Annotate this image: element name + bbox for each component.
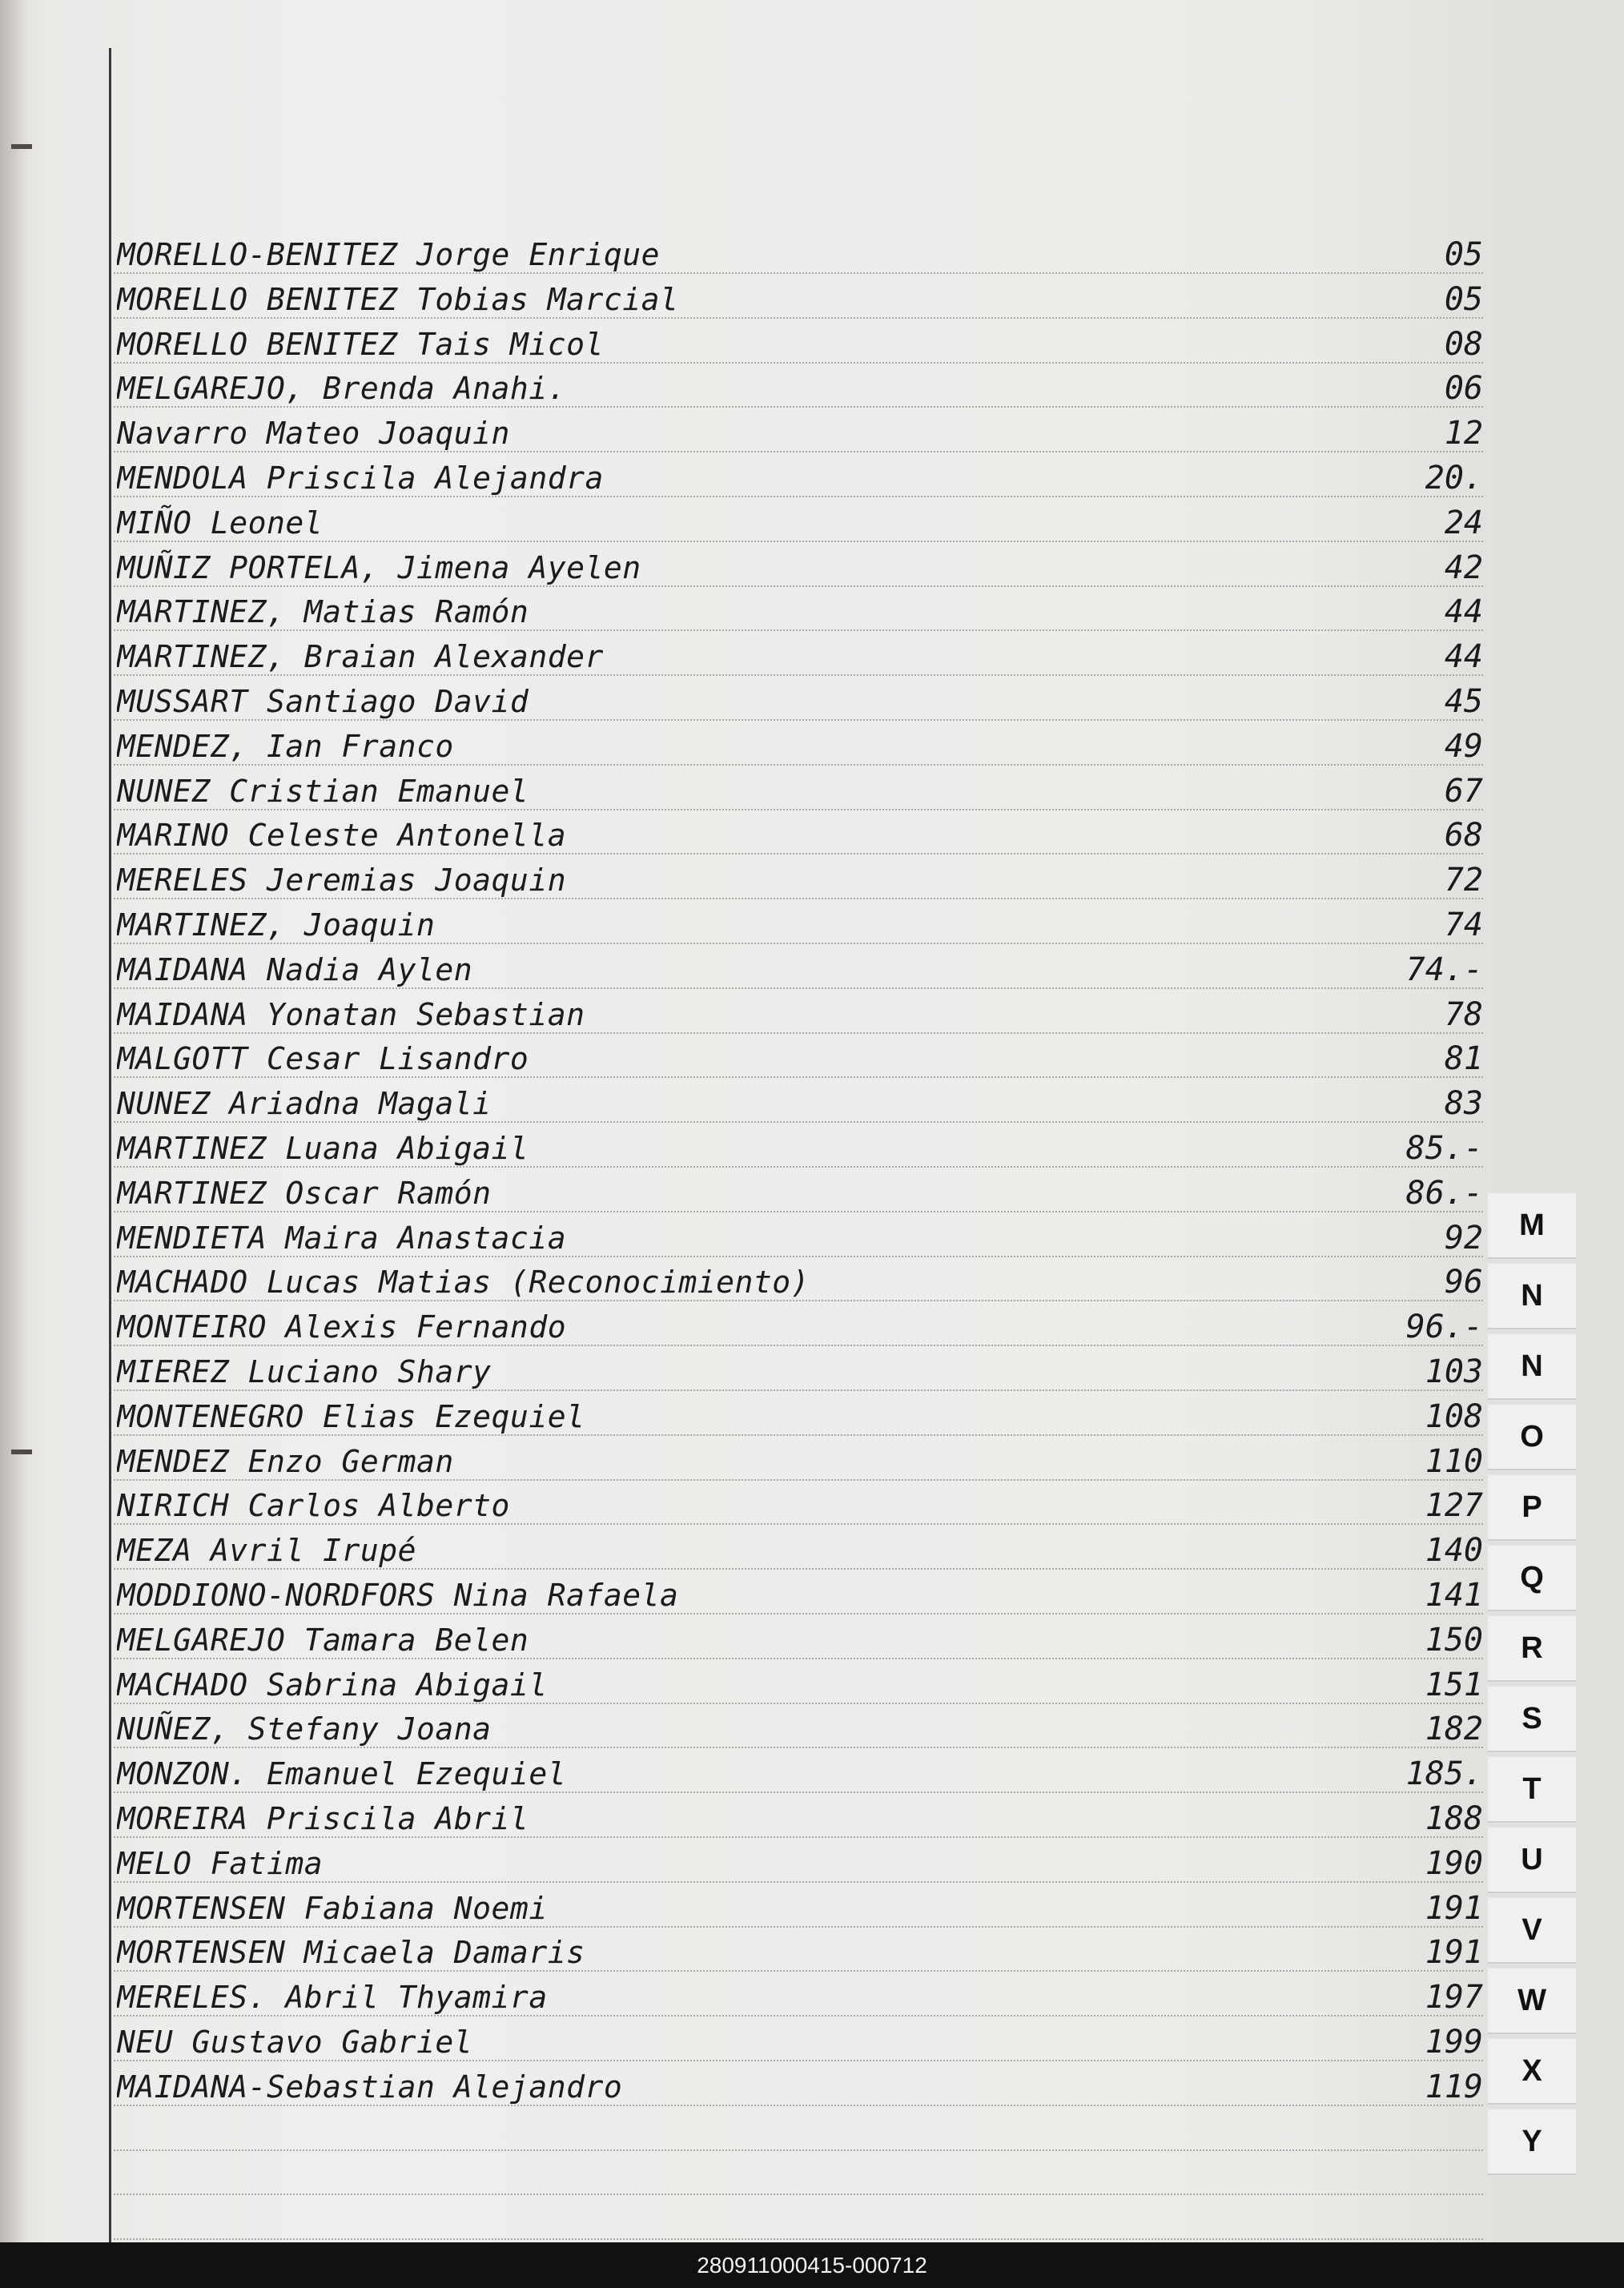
entry-number: 191 (1425, 1889, 1483, 1927)
entry-number: 110 (1425, 1442, 1483, 1480)
entry-number: 182 (1425, 1711, 1483, 1748)
entry-number: 24 (1444, 504, 1483, 541)
entry-name: NEU Gustavo Gabriel (117, 2025, 473, 2060)
index-tab-y[interactable]: Y (1488, 2109, 1576, 2175)
alphabet-index-tabs[interactable] (1488, 1193, 1624, 2242)
entry-number: 119 (1425, 2068, 1483, 2105)
entry-name: NUNEZ Cristian Emanuel (117, 773, 529, 809)
entry-name: MUSSART Santiago David (117, 684, 529, 719)
entry-number: 92 (1444, 1219, 1483, 1257)
entry-name: MELGAREJO, Brenda Anahi. (117, 371, 567, 407)
entry-name: MONTEIRO Alexis Fernando (117, 1309, 567, 1345)
entry-number: 140 (1425, 1532, 1483, 1570)
entry-name: MARINO Celeste Antonella (117, 818, 567, 854)
ruled-line (114, 2238, 1483, 2240)
entry-name: MODDIONO-NORDFORS Nina Rafaela (117, 1578, 679, 1613)
entry-number: 05 (1444, 280, 1483, 318)
binding-staple-bottom (11, 1450, 32, 1454)
entry-number: 188 (1425, 1800, 1483, 1837)
entry-name: MONZON. Emanuel Ezequiel (117, 1756, 567, 1792)
entry-name: Navarro Mateo Joaquin (117, 416, 510, 452)
index-tab-n[interactable]: N (1488, 1334, 1576, 1400)
entry-name: MENDEZ, Ian Franco (117, 728, 454, 764)
entry-number: 68 (1444, 817, 1483, 854)
entry-name: MACHADO Lucas Matias (Reconocimiento) (117, 1265, 810, 1301)
index-tab-u[interactable]: U (1488, 1828, 1576, 1893)
entry-name: MELO Fatima (117, 1845, 324, 1881)
entry-number: 190 (1425, 1844, 1483, 1882)
entry-number: 85.- (1405, 1130, 1483, 1167)
entry-name: MARTINEZ, Joaquin (117, 907, 436, 943)
entry-name: MIÑO Leonel (117, 505, 324, 541)
entry-number: 83 (1444, 1085, 1483, 1123)
entry-name: MORELLO BENITEZ Tais Micol (117, 326, 604, 362)
entry-number: 127 (1425, 1487, 1483, 1525)
entry-number: 20. (1425, 460, 1483, 497)
entry-name: NUÑEZ, Stefany Joana (117, 1711, 492, 1747)
entry-number: 74 (1444, 907, 1483, 943)
margin-line (109, 48, 111, 2242)
entry-number: 05 (1444, 236, 1483, 273)
entry-number: 74.- (1405, 951, 1483, 988)
entry-name: NUNEZ Ariadna Magali (117, 1086, 492, 1122)
entry-name: MALGOTT Cesar Lisandro (117, 1041, 529, 1077)
entry-name: MORELLO BENITEZ Tobias Marcial (117, 281, 679, 317)
entry-name: MARTINEZ, Matias Ramón (117, 594, 529, 630)
index-tab-m[interactable]: M (1488, 1193, 1576, 1259)
entry-name: MORELLO-BENITEZ Jorge Enrique (117, 237, 660, 272)
entry-name: MERELES. Abril Thyamira (117, 1980, 548, 2016)
index-tab-s[interactable]: S (1488, 1687, 1576, 1752)
index-tab-r[interactable]: R (1488, 1616, 1576, 1682)
entry-number: 44 (1444, 593, 1483, 631)
index-tab-x[interactable]: X (1488, 2039, 1576, 2105)
entry-name: MONTENEGRO Elias Ezequiel (117, 1398, 585, 1434)
entry-number: 45 (1444, 683, 1483, 720)
entry-name: MENDEZ Enzo German (117, 1443, 454, 1479)
index-tab-v[interactable]: V (1488, 1898, 1576, 1964)
entry-number: 199 (1425, 2024, 1483, 2061)
binding-staple-top (11, 144, 32, 149)
entry-number: 44 (1444, 638, 1483, 676)
entry-name: NIRICH Carlos Alberto (117, 1488, 510, 1524)
entry-name: MERELES Jeremias Joaquin (117, 863, 567, 899)
entry-number: 49 (1444, 727, 1483, 765)
entry-number: 108 (1425, 1397, 1483, 1435)
entry-number: 08 (1444, 325, 1483, 363)
index-tab-q[interactable]: Q (1488, 1546, 1576, 1611)
entry-number: 86.- (1405, 1174, 1483, 1212)
entry-number: 72 (1444, 862, 1483, 899)
entry-name: MARTINEZ Luana Abigail (117, 1131, 529, 1166)
entry-name: MARTINEZ Oscar Ramón (117, 1175, 492, 1211)
entry-number: 67 (1444, 772, 1483, 810)
entry-name: MEZA Avril Irupé (117, 1533, 417, 1569)
index-tab-n[interactable]: N (1488, 1264, 1576, 1329)
entry-number: 197 (1425, 1979, 1483, 2017)
index-tab-w[interactable]: W (1488, 1968, 1576, 2034)
entry-number: 141 (1425, 1577, 1483, 1614)
entry-number: 150 (1425, 1621, 1483, 1659)
scan-id-footer: 280911000415-000712 (0, 2242, 1624, 2288)
entry-number: 96 (1444, 1264, 1483, 1301)
entry-name: MARTINEZ, Braian Alexander (117, 639, 604, 675)
entry-name: MORTENSEN Fabiana Noemi (117, 1890, 548, 1926)
index-tab-o[interactable]: O (1488, 1405, 1576, 1470)
entry-name: MORTENSEN Micaela Damaris (117, 1935, 585, 1971)
entry-name: MOREIRA Priscila Abril (117, 1801, 529, 1836)
entry-name: MENDIETA Maira Anastacia (117, 1220, 567, 1256)
ruled-line (114, 2149, 1483, 2151)
page-edge-shadow (0, 0, 29, 2242)
entry-name: MUÑIZ PORTELA, Jimena Ayelen (117, 549, 641, 585)
entry-number: 42 (1444, 549, 1483, 586)
entry-name: MIEREZ Luciano Shary (117, 1354, 492, 1389)
entry-name: MAIDANA Yonatan Sebastian (117, 996, 585, 1032)
entry-number: 06 (1444, 370, 1483, 408)
entry-name: MENDOLA Priscila Alejandra (117, 460, 604, 496)
entry-number: 78 (1444, 995, 1483, 1033)
entry-number: 96.- (1405, 1309, 1483, 1346)
ruled-line (114, 2194, 1483, 2195)
entry-name: MAIDANA-Sebastian Alejandro (117, 2069, 623, 2105)
entry-number: 103 (1425, 1353, 1483, 1390)
entry-number: 151 (1425, 1666, 1483, 1703)
entry-number: 12 (1444, 415, 1483, 452)
index-tab-p[interactable]: P (1488, 1475, 1576, 1541)
entry-name: MAIDANA Nadia Aylen (117, 951, 473, 987)
index-tab-t[interactable]: T (1488, 1757, 1576, 1823)
entry-name: MELGAREJO Tamara Belen (117, 1622, 529, 1658)
entry-number: 81 (1444, 1040, 1483, 1078)
entry-number: 191 (1425, 1934, 1483, 1972)
entry-number: 185. (1405, 1755, 1483, 1793)
entry-name: MACHADO Sabrina Abigail (117, 1667, 548, 1703)
